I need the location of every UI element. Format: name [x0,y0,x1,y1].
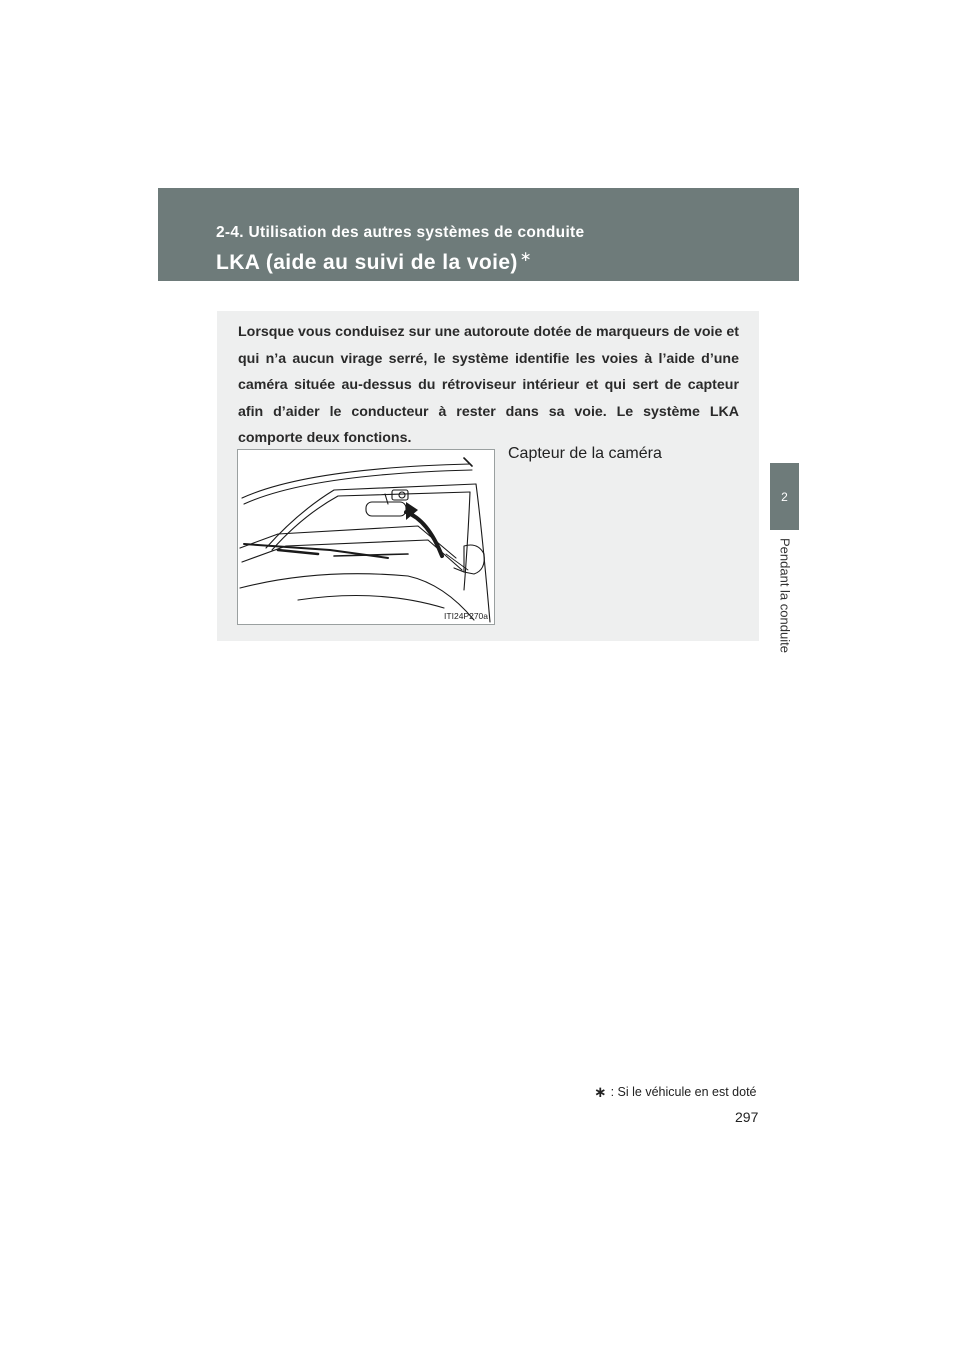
chapter-number: 2 [781,489,788,504]
intro-box [217,311,759,641]
page-title-text: LKA (aide au suivi de la voie) [216,251,518,274]
chapter-side-label: Pendant la conduite [777,538,793,653]
footnote-text: : Si le véhicule en est doté [610,1085,757,1099]
intro-paragraph: Lorsque vous conduisez sur une autoroute dotée de marqueurs de voie et qui n’a aucun virage serré, le système identifie les voies à l’aide d’une caméra située au-dessus du rétroviseur intérieur et qui sert de capteur afin d’aider le conducteur à rester dans sa voie. Le système LKA comporte deux fonctions. [238,324,739,446]
section-title: 2-4. Utilisation des autres systèmes de conduite [216,224,585,241]
footnote [594,1083,757,1101]
figure-code: ITI24P270a [444,611,488,621]
windshield-camera-illustration-icon [238,450,494,624]
windshield-camera-figure [237,449,495,625]
chapter-header [158,188,799,281]
page-number: 297 [735,1109,759,1125]
title-asterisk-mark: ∗ [519,248,532,264]
page-title [216,248,532,275]
asterisk-icon: ∗ [594,1084,607,1101]
camera-sensor-callout: Capteur de la caméra [508,445,662,462]
chapter-tab [770,463,799,530]
